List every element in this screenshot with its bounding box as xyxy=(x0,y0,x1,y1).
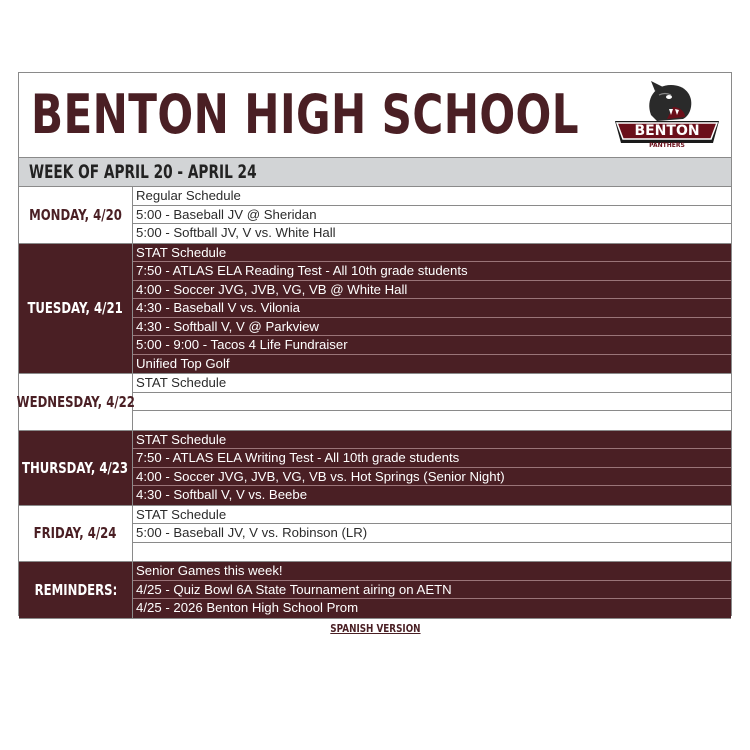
spanish-version-row xyxy=(19,619,731,637)
header xyxy=(19,73,731,157)
reminder-row: 4/25 - Quiz Bowl 6A State Tournament airing on AETN xyxy=(133,581,731,600)
day-monday xyxy=(19,187,731,244)
event-row: 5:00 - Softball JV, V vs. White Hall xyxy=(136,225,336,240)
schedule-table xyxy=(16,187,731,637)
page-title: BENTON HIGH SCHOOL xyxy=(31,83,579,146)
day-label xyxy=(19,506,133,562)
panther-logo-icon xyxy=(611,77,723,149)
week-label: WEEK OF APRIL 20 - APRIL 24 xyxy=(29,161,257,183)
event-row: 4:00 - Soccer JVG, JVB, VG, VB @ White Hall xyxy=(133,281,731,300)
event-row: 4:30 - Softball V, V @ Parkview xyxy=(133,318,731,337)
event-row xyxy=(133,393,731,412)
logo-subtitle: PANTHERS xyxy=(649,142,685,149)
event-row: 4:30 - Softball V, V vs. Beebe xyxy=(136,487,308,502)
reminders-label-text: REMINDERS: xyxy=(34,580,117,599)
day-tuesday xyxy=(19,244,731,375)
week-bar xyxy=(19,157,731,187)
event-row: 5:00 - 9:00 - Tacos 4 Life Fundraiser xyxy=(133,336,731,355)
day-label xyxy=(16,374,135,430)
logo-name: BENTON xyxy=(634,123,700,139)
reminders-label xyxy=(19,562,133,618)
event-row: STAT Schedule xyxy=(133,244,731,263)
day-label xyxy=(19,187,133,243)
spanish-version-link[interactable]: SPANISH VERSION xyxy=(329,621,421,635)
day-label-text: TUESDAY, 4/21 xyxy=(27,299,124,318)
event-row: STAT Schedule xyxy=(133,374,731,393)
day-label-text: FRIDAY, 4/24 xyxy=(34,524,117,543)
reminder-row: Senior Games this week! xyxy=(133,562,731,581)
event-row: 5:00 - Baseball JV, V vs. Robinson (LR) xyxy=(133,524,731,543)
event-row: 4:00 - Soccer JVG, JVB, VG, VB vs. Hot Springs (Senior Night) xyxy=(133,468,731,487)
event-row: Unified Top Golf xyxy=(136,355,230,371)
day-label xyxy=(19,431,133,505)
reminders xyxy=(19,562,731,619)
day-thursday xyxy=(19,431,731,506)
reminder-row: 4/25 - 2026 Benton High School Prom xyxy=(136,600,359,615)
day-label-text: MONDAY, 4/20 xyxy=(29,205,122,224)
schedule-card xyxy=(16,72,732,635)
event-row: STAT Schedule xyxy=(133,506,731,525)
event-row: 7:50 - ATLAS ELA Reading Test - All 10th grade students xyxy=(133,262,731,281)
event-row xyxy=(133,411,731,430)
day-wednesday xyxy=(16,374,731,431)
day-label-text: THURSDAY, 4/23 xyxy=(22,458,129,477)
event-row: 7:50 - ATLAS ELA Writing Test - All 10th grade students xyxy=(133,449,731,468)
day-label xyxy=(19,244,133,374)
day-friday xyxy=(19,506,731,563)
day-label-text: WEDNESDAY, 4/22 xyxy=(16,392,135,411)
event-row: 5:00 - Baseball JV @ Sheridan xyxy=(133,206,731,225)
event-row: 4:30 - Baseball V vs. Vilonia xyxy=(133,299,731,318)
event-row xyxy=(133,543,731,562)
event-row: STAT Schedule xyxy=(133,431,731,450)
event-row: Regular Schedule xyxy=(133,187,731,206)
